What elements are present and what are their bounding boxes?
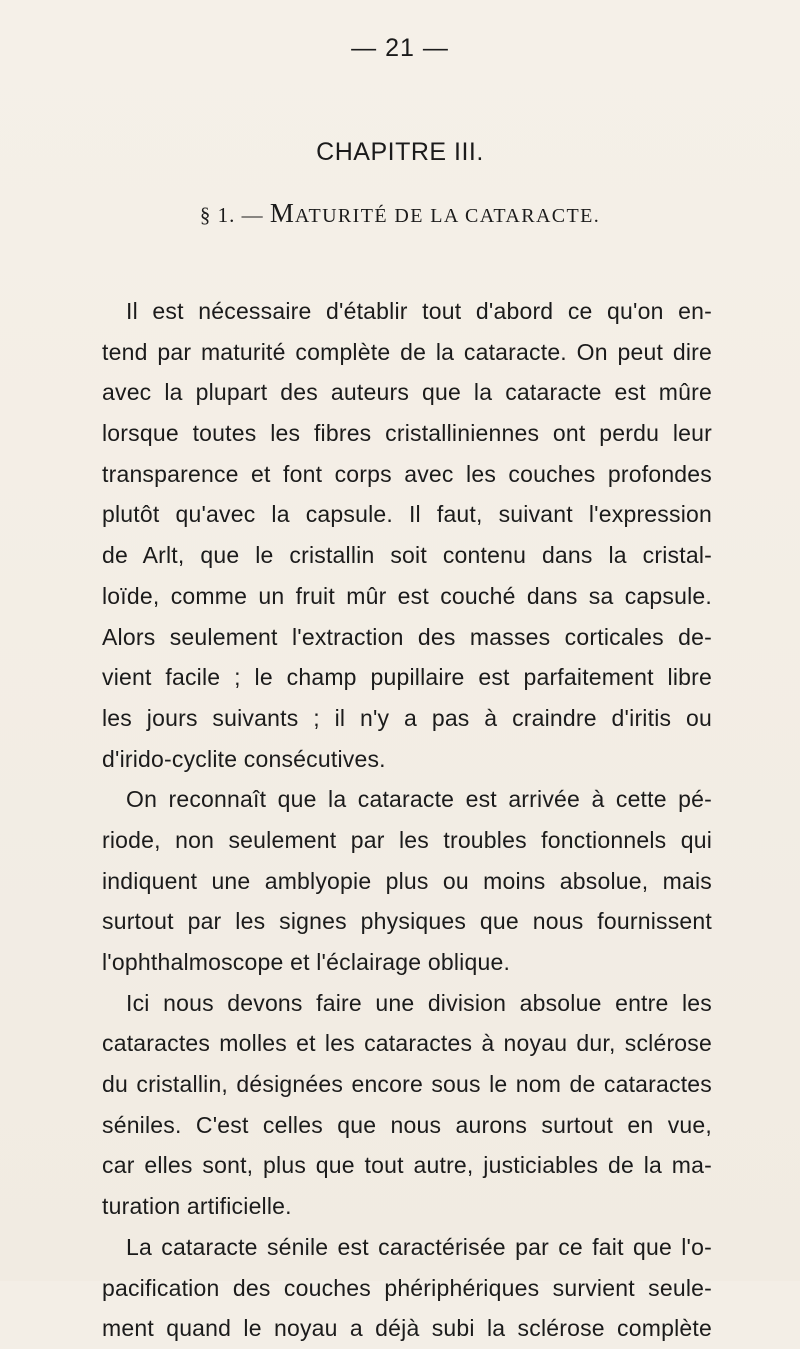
text-line: avec la plupart des auteurs que la cataracte est mûre	[102, 379, 712, 406]
section-title-rest: ATURITÉ DE LA CATARACTE.	[294, 205, 601, 227]
text-line: tend par maturité complète de la cataracte. On peut dire	[102, 338, 712, 365]
text-line: loïde, comme un fruit mûr est couché dans sa capsule.	[102, 582, 712, 609]
section-title-initial: M	[269, 198, 295, 228]
section-heading	[0, 198, 800, 229]
text-line: riode, non seulement par les troubles fonctionnels qui	[102, 826, 712, 853]
text-line: de Arlt, que le cristallin soit contenu dans la cristal-	[102, 542, 712, 569]
text-line: cataractes molles et les cataractes à noyau dur, sclérose	[102, 1030, 712, 1057]
chapter-title: CHAPITRE III.	[316, 138, 484, 166]
text-line: séniles. C'est celles que nous aurons surtout en vue,	[102, 1111, 712, 1138]
section-prefix: § 1. —	[199, 203, 264, 227]
text-line: indiquent une amblyopie plus ou moins absolue, mais	[102, 867, 712, 894]
text-line: ment quand le noyau a déjà subi la sclérose complète	[102, 1315, 712, 1342]
text-line: Ici nous devons faire une division absolue entre les	[126, 989, 712, 1016]
page-number: — 21 —	[351, 34, 449, 62]
text-line: d'irido-cyclite consécutives.	[102, 745, 386, 772]
text-line: les jours suivants ; il n'y a pas à craindre d'iritis ou	[102, 704, 712, 731]
text-line: La cataracte sénile est caractérisée par ce fait que l'o-	[126, 1233, 712, 1260]
text-line: Alors seulement l'extraction des masses corticales de-	[102, 623, 712, 650]
text-line: vient facile ; le champ pupillaire est parfaitement libre	[102, 664, 712, 691]
text-line: turation artificielle.	[102, 1193, 292, 1220]
text-line: lorsque toutes les fibres cristalliniennes ont perdu leur	[102, 420, 712, 447]
text-line: On reconnaît que la cataracte est arrivée à cette pé-	[126, 786, 712, 813]
text-line: du cristallin, désignées encore sous le nom de cataractes	[102, 1071, 712, 1098]
body-text	[102, 291, 712, 1349]
text-line: l'ophthalmoscope et l'éclairage oblique.	[102, 949, 511, 975]
text-line: plutôt qu'avec la capsule. Il faut, suivant l'expression	[102, 501, 712, 528]
text-line: transparence et font corps avec les couches profondes	[102, 460, 712, 487]
text-line: pacification des couches phériphériques survient seule-	[102, 1274, 712, 1301]
text-line: car elles sont, plus que tout autre, justiciables de la ma-	[102, 1152, 712, 1179]
text-line: Il est nécessaire d'établir tout d'abord ce qu'on en-	[126, 298, 712, 324]
text-line: surtout par les signes physiques que nous fournissent	[102, 908, 712, 935]
